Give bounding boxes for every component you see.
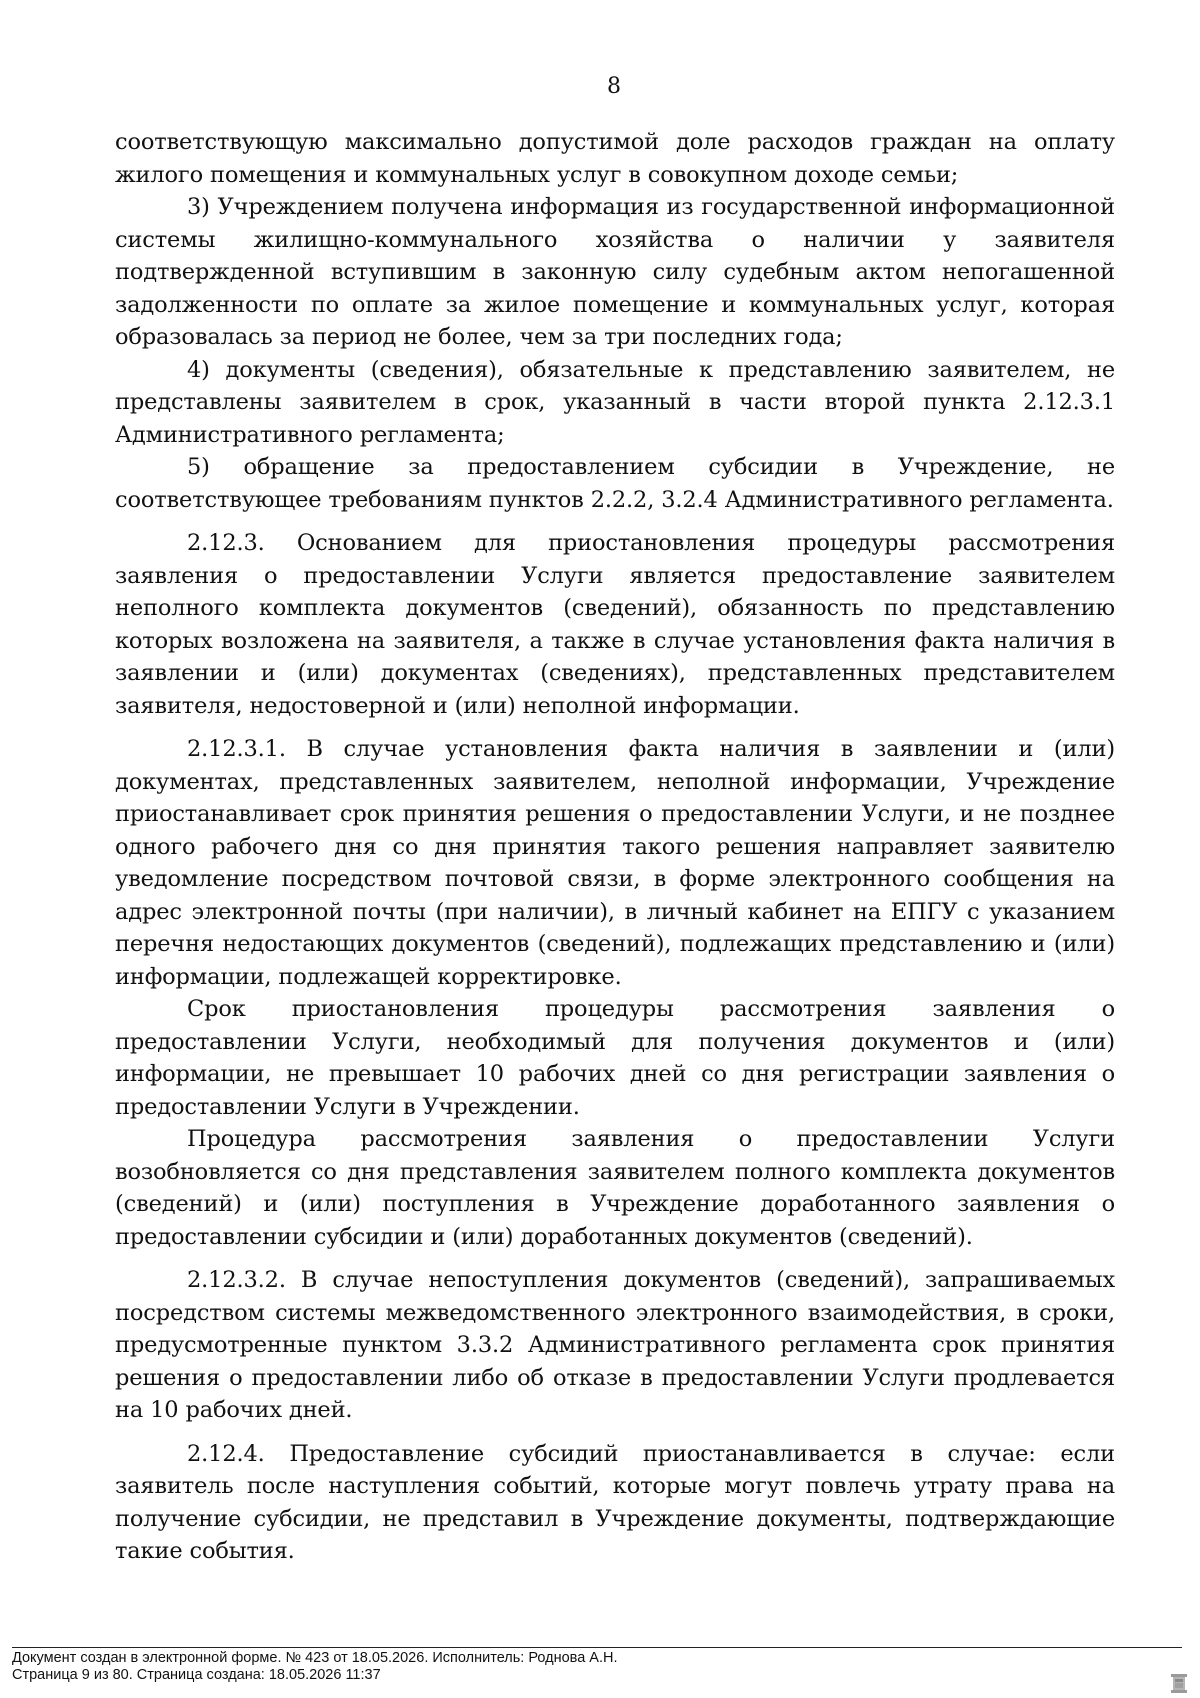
paragraph-suspension-term: Срок приостановления процедуры рассмотрения заявления о предоставлении Услуги, необходимый для получения документов и (или) информации, не превышает 10 рабочих дней со дня регистрации заявления о предоставлении Услуги в Учреждении. (115, 996, 1115, 1120)
clause-2-12-3-1: 2.12.3.1. В случае установления факта наличия в заявлении и (или) документах, представленных заявителем, неполной информации, Учреждение приостанавливает срок принятия решения о предоставлении Услуги, и не позднее одного рабочего дня со дня принятия такого решения направляет заявителю уведомление посредством почтовой связи, в форме электронного сообщения на адрес электронной почты (при наличии), в личный кабинет на ЕПГУ с указанием перечня недостающих документов (сведений), подлежащих представлению и (или) информации, подлежащей корректировке. (115, 736, 1115, 990)
page-number: 8 (607, 74, 621, 99)
paragraph-procedure-resumption: Процедура рассмотрения заявления о предоставлении Услуги возобновляется со дня представления заявителем полного комплекта документов (сведений) и (или) поступления в Учреждение доработанного заявления о предоставлении субсидии и (или) доработанных документов (сведений). (115, 1126, 1115, 1250)
footer-line-1: Документ создан в электронной форме. № 423 от 18.05.2026. Исполнитель: Роднова А.Н. (12, 1650, 618, 1666)
footer-line-2: Страница 9 из 80. Страница создана: 18.05.2026 11:37 (12, 1666, 381, 1683)
clause-2-12-3: 2.12.3. Основанием для приостановления процедуры рассмотрения заявления о предоставлении Услуги является предоставление заявителем неполного комплекта документов (сведений), обязанность по представлению которых возложена на заявителя, а также в случае установления факта наличия в заявлении и (или) документах (сведениях), представленных представителем заявителя, недостоверной и (или) неполной информации. (115, 530, 1115, 719)
footer-text (12, 1650, 618, 1683)
paragraph-continuation: соответствующую максимально допустимой доле расходов граждан на оплату жилого помещения и коммунальных услуг в совокупном доходе семьи; (115, 129, 1115, 188)
clause-2-12-4: 2.12.4. Предоставление субсидий приостанавливается в случае: если заявитель после наступления событий, которые могут повлечь утрату права на получение субсидии, не представил в Учреждение документы, подтверждающие такие события. (115, 1440, 1115, 1564)
coat-of-arms-icon (1168, 1672, 1190, 1694)
list-item-4: 4) документы (сведения), обязательные к представлению заявителем, не представлены заявителем в срок, указанный в части второй пункта 2.12.3.1 Административного регламента; (115, 356, 1115, 448)
list-item-3: 3) Учреждением получена информация из государственной информационной системы жилищно-коммунального хозяйства о наличии у заявителя подтвержденной вступившим в законную силу судебным актом непогашенной задолженности по оплате за жилое помещение и коммунальных услуг, которая образовалась за период не более, чем за три последних года; (115, 194, 1115, 350)
document-body (115, 126, 1115, 1568)
document-footer (12, 1647, 1182, 1683)
clause-2-12-3-2: 2.12.3.2. В случае непоступления документов (сведений), запрашиваемых посредством системы межведомственного электронного взаимодействия, в сроки, предусмотренные пунктом 3.3.2 Административного регламента срок принятия решения о предоставлении либо об отказе в предоставлении Услуги продлевается на 10 рабочих дней. (115, 1267, 1115, 1423)
list-item-5: 5) обращение за предоставлением субсидии в Учреждение, не соответствующее требованиям пунктов 2.2.2, 3.2.4 Административного регламента. (115, 454, 1115, 513)
